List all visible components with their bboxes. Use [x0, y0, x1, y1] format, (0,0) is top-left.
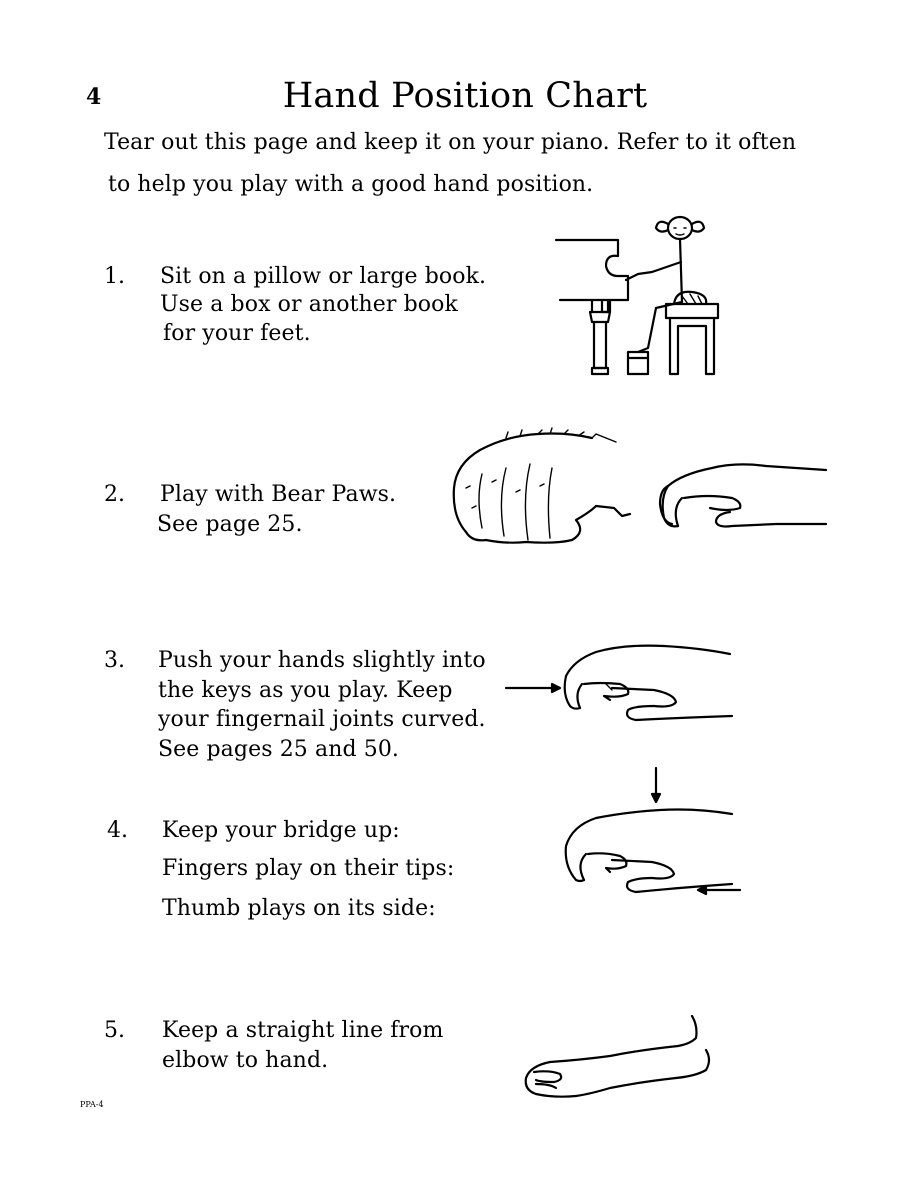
- step-number: 5.: [104, 1018, 125, 1043]
- step-number: 2.: [104, 482, 125, 507]
- page-number: 4: [86, 84, 102, 110]
- step-text-line: Keep your bridge up:: [162, 818, 400, 843]
- forearm-straight-icon: [520, 1010, 716, 1102]
- step-text-line: the keys as you play. Keep: [158, 678, 453, 703]
- hand-push-arrow-icon: [504, 640, 736, 722]
- step-text-line: elbow to hand.: [162, 1048, 329, 1073]
- step-text-line: Sit on a pillow or large book.: [160, 264, 487, 289]
- step-text-line: See page 25.: [157, 512, 303, 537]
- step-text-line: Play with Bear Paws.: [160, 482, 397, 507]
- step-text-line: Thumb plays on its side:: [162, 896, 436, 921]
- step-text-line: Keep a straight line from: [162, 1018, 444, 1043]
- step-text-line: Fingers play on their tips:: [162, 856, 455, 881]
- step-text-line: Push your hands slightly into: [158, 648, 486, 673]
- step-text-line: See pages 25 and 50.: [158, 737, 400, 762]
- step-number: 4.: [107, 818, 128, 843]
- intro-text-line-1: Tear out this page and keep it on your piano. Refer to it often: [104, 130, 797, 155]
- step-text-line: Use a box or another book: [160, 292, 458, 317]
- girl-at-piano-icon: [552, 208, 722, 380]
- bear-paw-and-hand-icon: [446, 428, 832, 552]
- hand-bridge-arrows-icon: [556, 766, 746, 896]
- step-number: 3.: [104, 648, 125, 673]
- intro-text-line-2: to help you play with a good hand position.: [108, 172, 594, 197]
- step-text-line: for your feet.: [163, 321, 311, 346]
- step-text-line: your fingernail joints curved.: [158, 707, 486, 732]
- page-title: Hand Position Chart: [282, 76, 648, 116]
- step-number: 1.: [104, 264, 125, 289]
- footer-code: PPA-4: [80, 1100, 104, 1109]
